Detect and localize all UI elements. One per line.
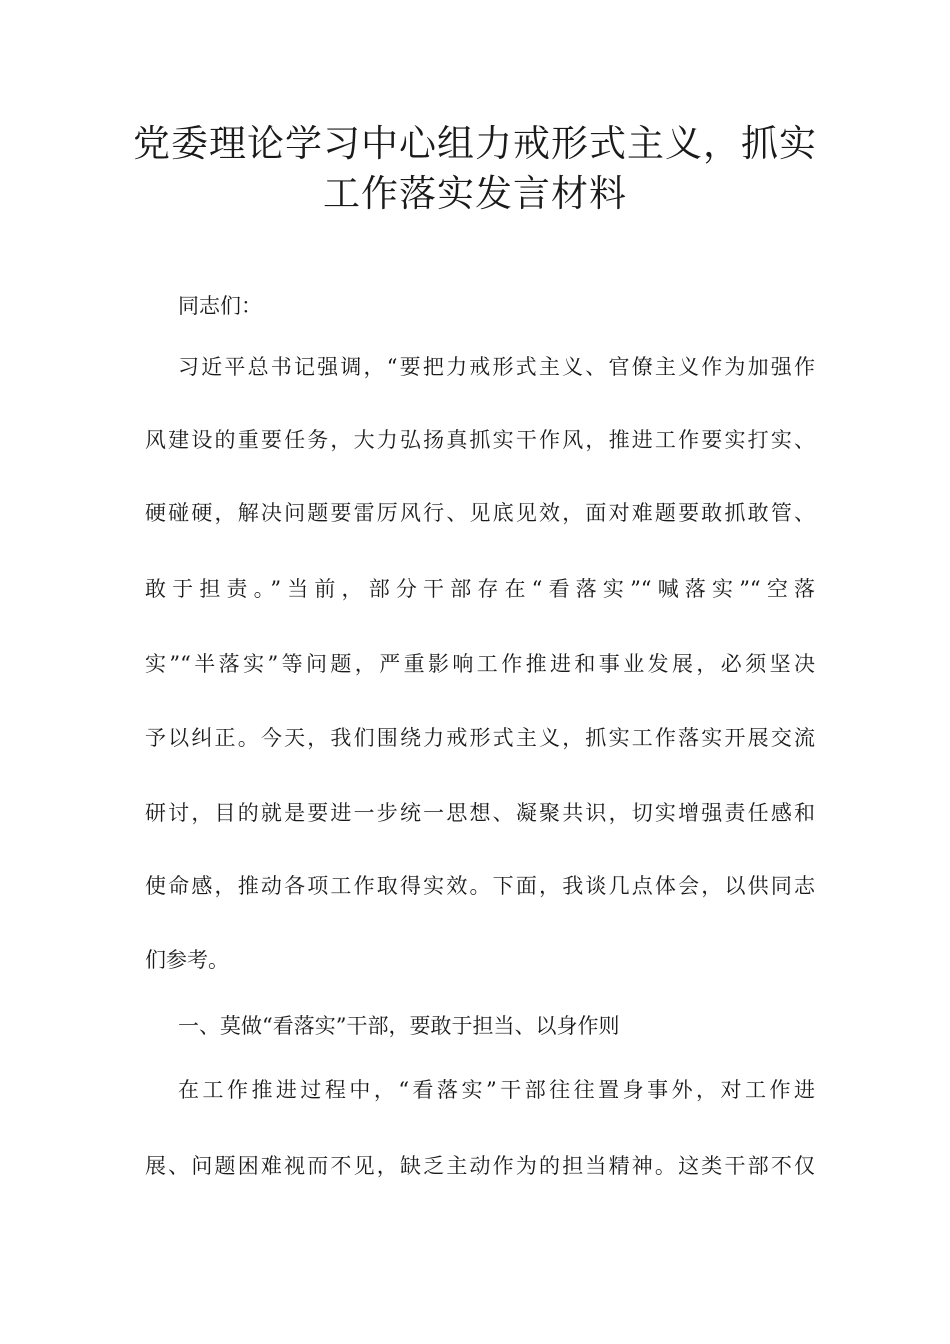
paragraph-line: 使命感，推动各项工作取得实效。下面，我谈几点体会，以供同志 xyxy=(145,874,815,898)
paragraph-line: 研讨，目的就是要进一步统一思想、凝聚共识，切实增强责任感和 xyxy=(145,801,815,825)
document-title-line-1: 党委理论学习中心组力戒形式主义，抓实 xyxy=(133,122,817,165)
section-heading: 一、莫做“看落实”干部，要敢于担当、以身作则 xyxy=(178,1014,620,1038)
paragraph-line: 硬碰硬，解决问题要雷厉风行、见底见效，面对难题要敢抓敢管、 xyxy=(145,501,815,525)
paragraph-line: 们参考。 xyxy=(145,948,229,972)
paragraph-line: 实”“半落实”等问题，严重影响工作推进和事业发展，必须坚决 xyxy=(145,652,815,676)
paragraph-line: 敢于担责。”当前，部分干部存在“看落实”“喊落实”“空落 xyxy=(145,577,815,601)
paragraph-line: 风建设的重要任务，大力弘扬真抓实干作风，推进工作要实打实、 xyxy=(145,428,815,452)
paragraph-line: 予以纠正。今天，我们围绕力戒形式主义，抓实工作落实开展交流 xyxy=(145,726,815,750)
paragraph-line: 展、问题困难视而不见，缺乏主动作为的担当精神。这类干部不仅 xyxy=(145,1154,815,1178)
paragraph-line: 习近平总书记强调，“要把力戒形式主义、官僚主义作为加强作 xyxy=(178,355,815,379)
paragraph-line: 在工作推进过程中，“看落实”干部往往置身事外，对工作进 xyxy=(178,1078,815,1102)
salutation: 同志们： xyxy=(178,294,262,318)
document-title-line-2: 工作落实发言材料 xyxy=(323,172,627,215)
